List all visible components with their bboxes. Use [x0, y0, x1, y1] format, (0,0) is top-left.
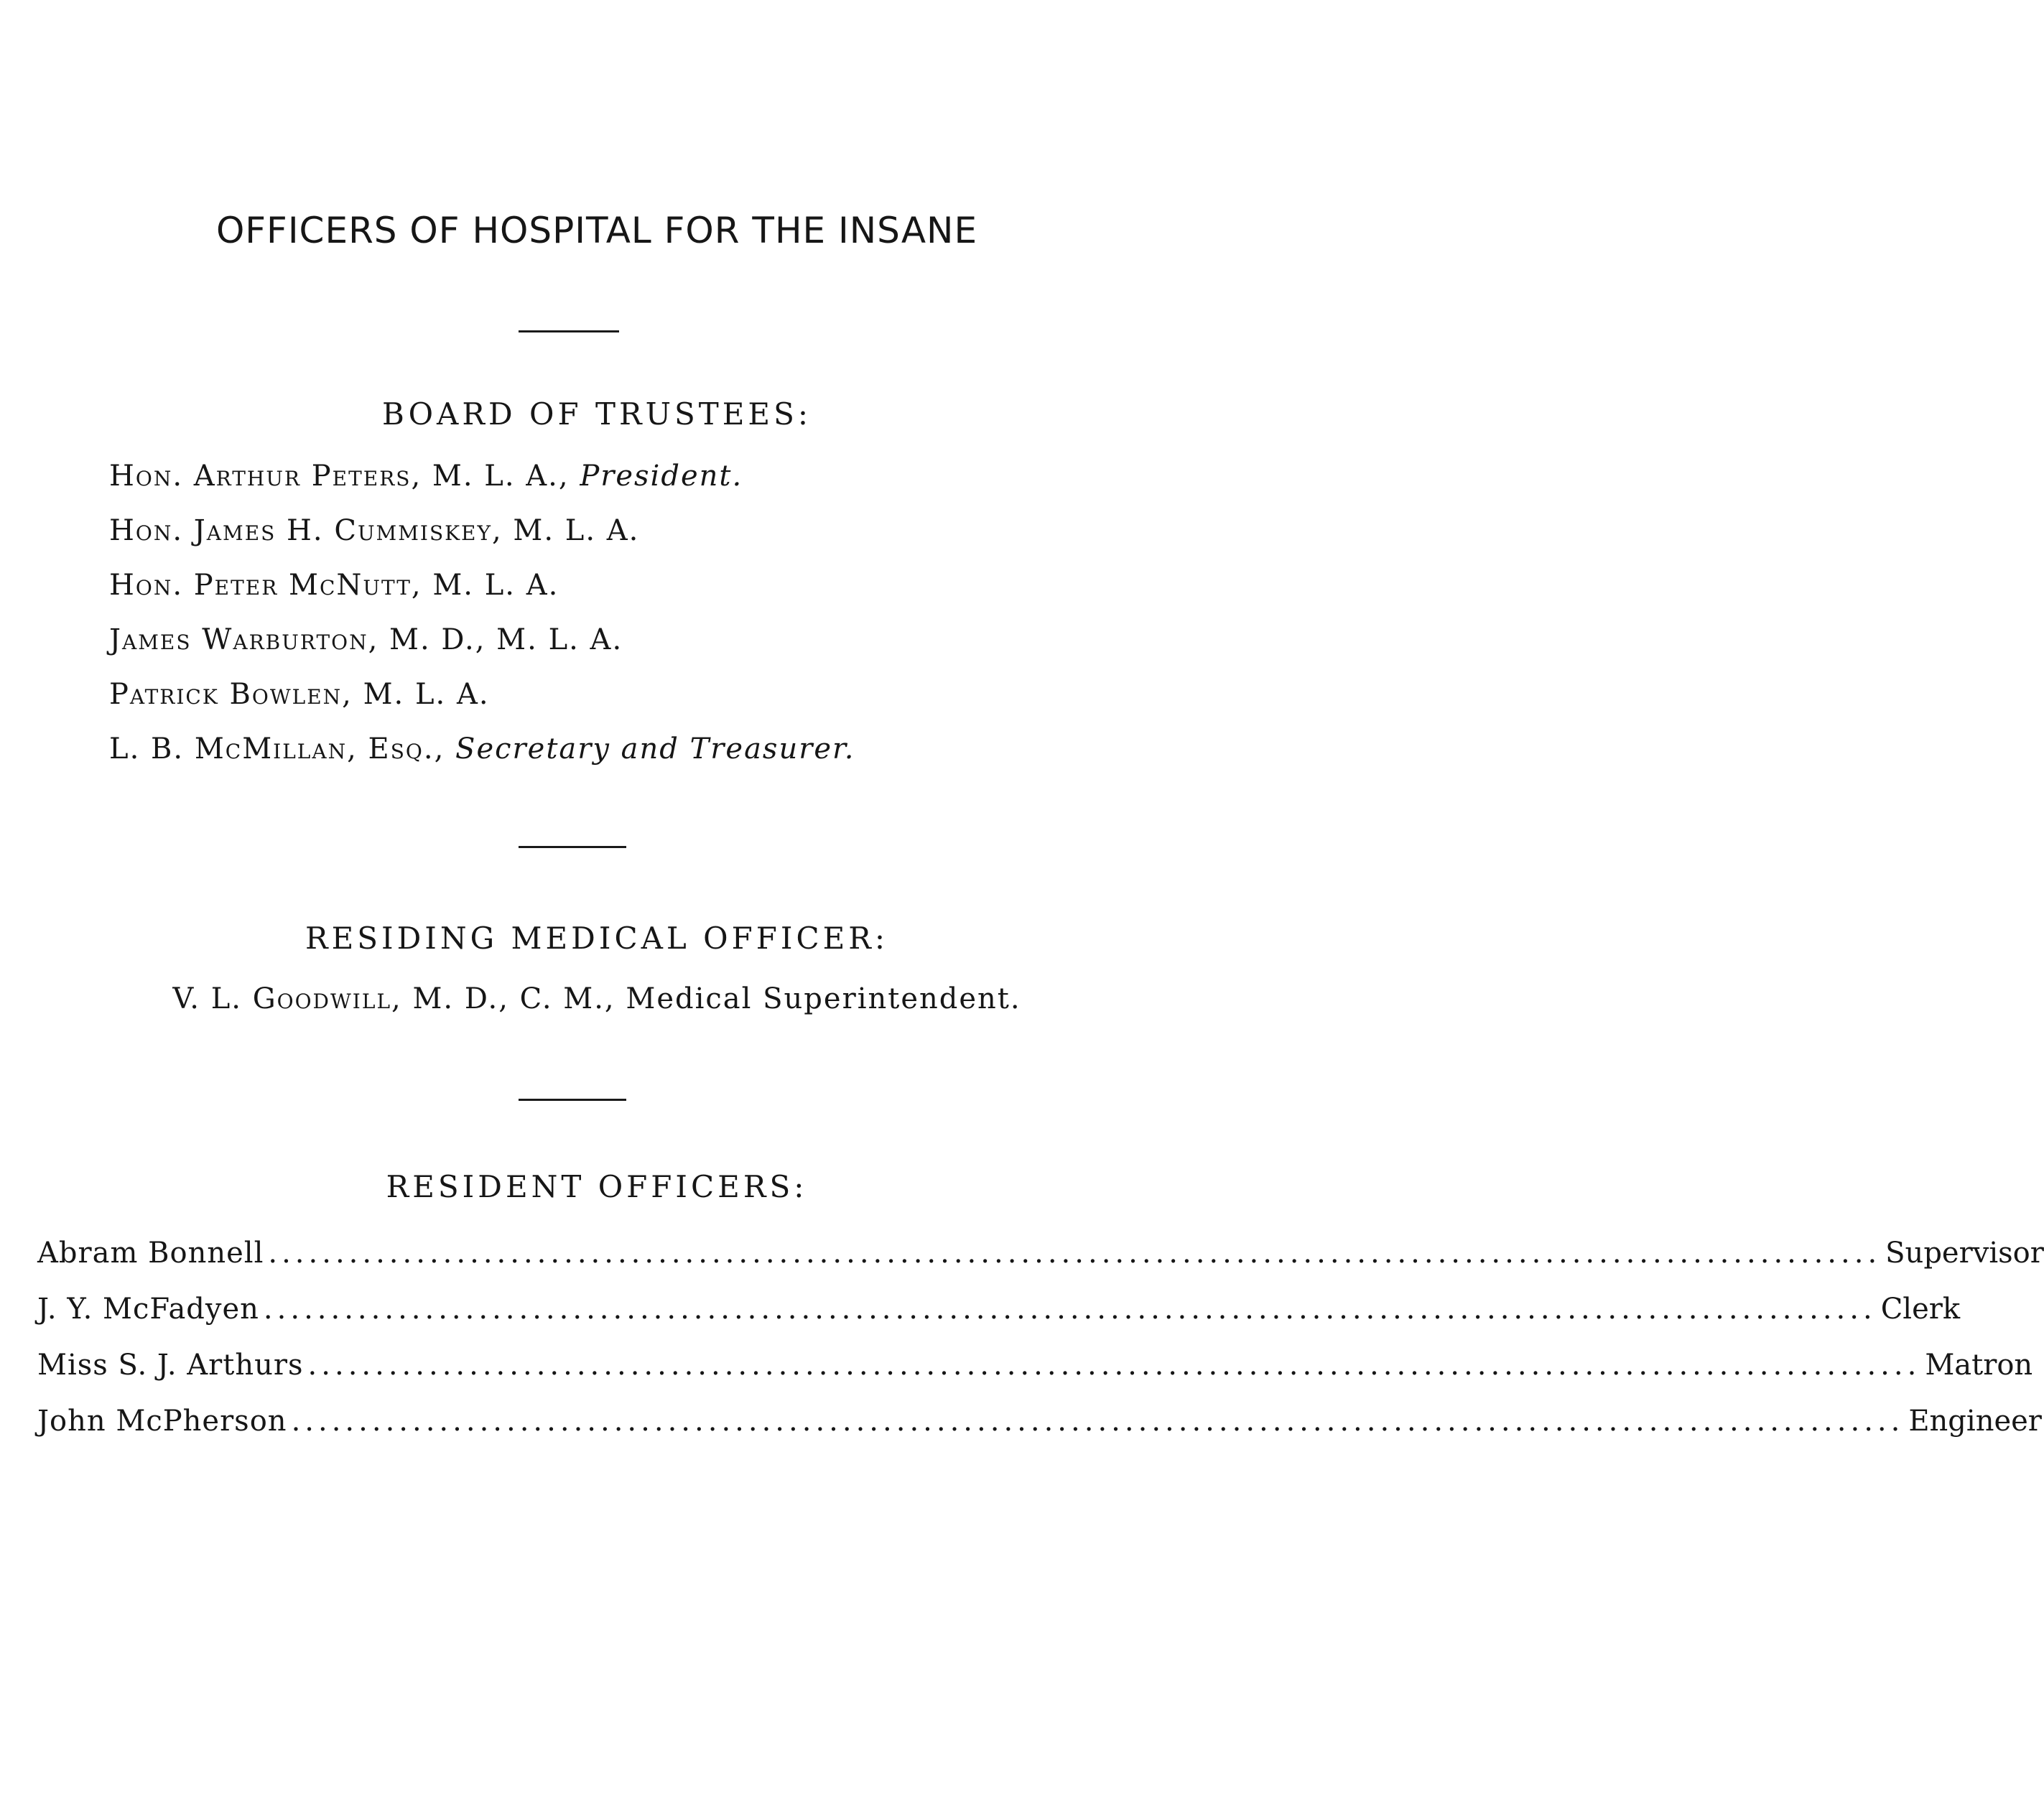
trustee-name: James Warburton, M. D., M. L. A. — [109, 623, 623, 656]
officer-entry — [37, 1237, 2044, 1293]
medical-officer-name: V. L. Goodwill, M. D., C. M., — [172, 982, 615, 1015]
officer-role: Supervisor — [1885, 1237, 2044, 1270]
trustee-name: Patrick Bowlen, M. L. A. — [109, 678, 490, 711]
officer-role: Engineer — [1908, 1405, 2042, 1438]
medical-officer-role: Medical Superintendent. — [626, 982, 1021, 1015]
resident-heading: RESIDENT OFFICERS: — [386, 1169, 808, 1204]
trustee-name: Hon. Arthur Peters, M. L. A., — [109, 460, 570, 493]
trustee-name: Hon. James H. Cummiskey, M. L. A. — [109, 514, 640, 547]
trustee-entry — [109, 514, 1043, 569]
trustee-entry — [109, 732, 1043, 787]
trustee-entry — [109, 569, 1043, 623]
officer-role: Clerk — [1880, 1293, 1961, 1326]
trustee-role: Secretary and Treasurer. — [455, 732, 855, 766]
officer-name: J. Y. McFadyen — [37, 1293, 259, 1326]
page-title: OFFICERS OF HOSPITAL FOR THE INSANE — [215, 210, 978, 251]
officer-entry — [37, 1405, 2042, 1461]
trustee-list — [109, 460, 1043, 787]
dot-leader: ........................................................................................................................ — [307, 1349, 1921, 1382]
medical-heading: RESIDING MEDICAL OFFICER: — [305, 921, 889, 956]
divider-rule — [519, 846, 626, 848]
divider-rule — [519, 330, 619, 332]
resident-officer-list — [37, 1237, 2044, 1461]
trustee-name: Hon. Peter McNutt, M. L. A. — [109, 569, 559, 602]
trustee-name: L. B. McMillan, Esq., — [109, 732, 445, 766]
board-heading: BOARD OF TRUSTEES: — [381, 396, 812, 432]
divider-rule — [519, 1099, 626, 1101]
trustee-entry — [109, 623, 1043, 678]
officer-name: John McPherson — [37, 1405, 287, 1438]
officer-entry — [37, 1293, 1961, 1349]
dot-leader: ........................................................................................................................ — [291, 1405, 1905, 1438]
officer-role: Matron — [1925, 1349, 2033, 1382]
officer-name: Abram Bonnell — [37, 1237, 264, 1270]
dot-leader: ........................................................................................................................ — [268, 1237, 1882, 1270]
trustee-entry — [109, 678, 1043, 732]
officer-name: Miss S. J. Arthurs — [37, 1349, 304, 1382]
trustee-role: President. — [580, 460, 743, 493]
medical-officer-entry — [0, 982, 1194, 1015]
trustee-entry — [109, 460, 1043, 514]
officer-entry — [37, 1349, 2033, 1405]
dot-leader: ........................................................................................................................ — [263, 1293, 1877, 1326]
